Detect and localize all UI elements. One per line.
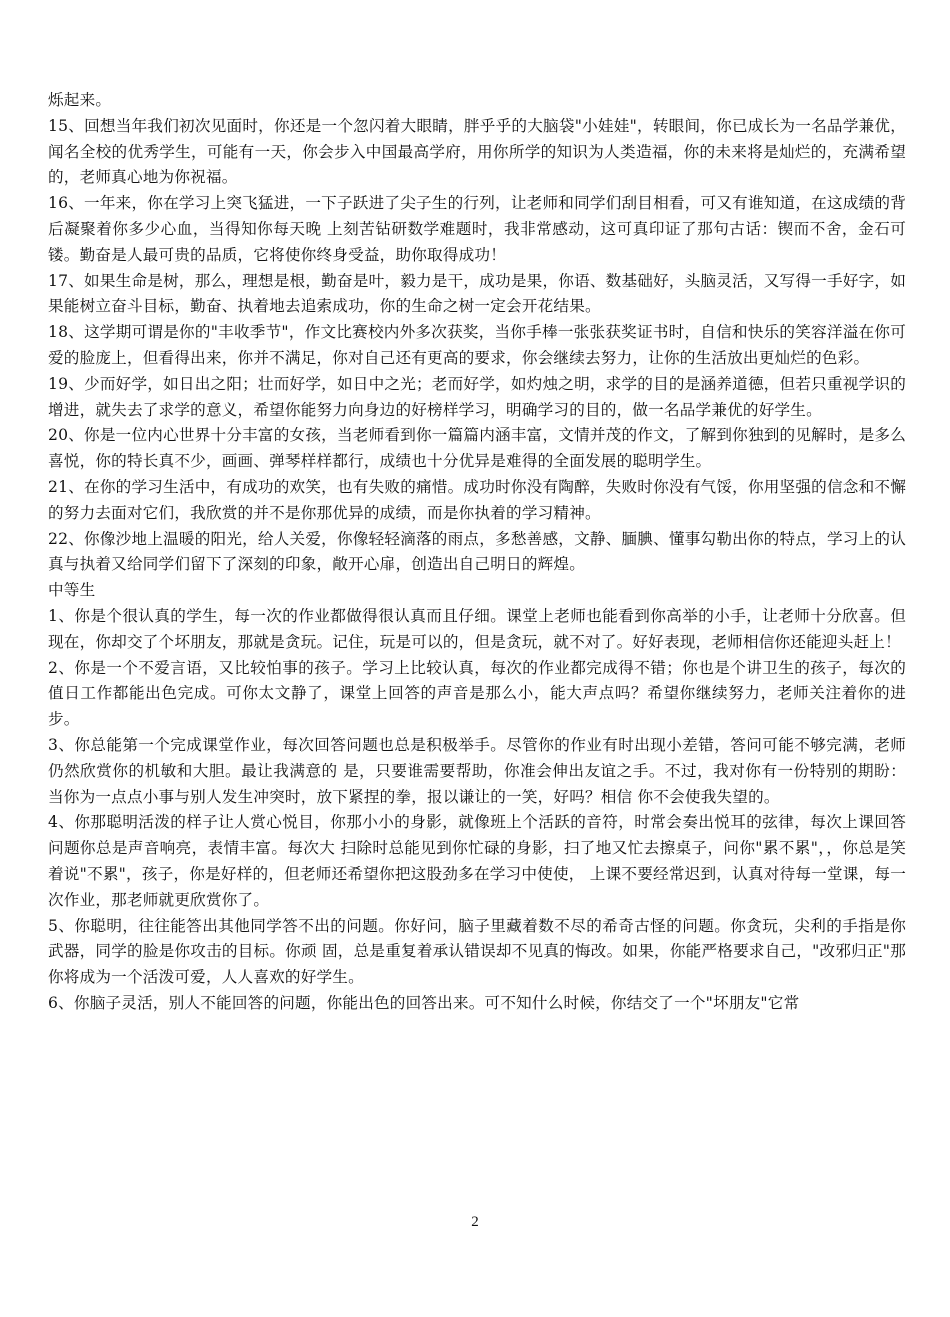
paragraph-m6: 6、你脑子灵活，别人不能回答的问题，你能出色的回答出来。可不知什么时候，你结交了一个"坏朋友"它常 [48, 993, 800, 1012]
paragraph-15: 15、回想当年我们初次见面时，你还是一个忽闪着大眼睛，胖乎乎的大脑袋"小娃娃"，转眼间，你已成长为一名品学兼优，闻名全校的优秀学生，可能有一天，你会步入中国最高学府，用你所学的知识为人类造福，你的未来将是灿烂的，充满希望的，老师真心地为你祝福。 [48, 116, 906, 187]
paragraph-m3: 3、你总能第一个完成课堂作业，每次回答问题也总是积极举手。尽管你的作业有时出现小差错，答问可能不够完满，老师仍然欣赏你的机敏和大胆。最让我满意的 是，只要谁需要帮助，你准会伸出友谊之手。不过，我对你有一份特别的期盼：当你为一点点小事与别人发生冲突时，放下紧捏的拳，报以谦让的一笑，好吗？相信 你不会使我失望的。 [48, 735, 906, 806]
paragraph-21: 21、在你的学习生活中，有成功的欢笑，也有失败的痛惜。成功时你没有陶醉，失败时你没有气馁，你用坚强的信念和不懈的努力去面对它们，我欣赏的并不是你那优异的成绩，而是你执着的学习精神。 [48, 477, 906, 522]
paragraph-continuation: 烁起来。 [48, 91, 112, 109]
paragraph-19: 19、少而好学，如日出之阳；壮而好学，如日中之光；老而好学，如灼烛之明，求学的目的是涵养道德，但若只重视学识的增进，就失去了求学的意义，希望你能努力向身边的好榜样学习，明确学习的目的，做一名品学兼优的好学生。 [48, 374, 906, 419]
paragraph-m1: 1、你是个很认真的学生，每一次的作业都做得很认真而且仔细。课堂上老师也能看到你高举的小手，让老师十分欣喜。但现在，你却交了个坏朋友，那就是贪玩。记住，玩是可以的，但是贪玩，就不对了。好好表现，老师相信你还能迎头赶上！ [48, 606, 906, 651]
document-body [48, 88, 906, 1017]
paragraph-m2: 2、你是一个不爱言语，又比较怕事的孩子。学习上比较认真，每次的作业都完成得不错；你也是个讲卫生的孩子，每次的值日工作都能出色完成。可你太文静了，课堂上回答的声音是那么小，能大声点吗？希望你继续努力，老师关注着你的进步。 [48, 658, 906, 729]
page-number: 2 [471, 1214, 479, 1230]
paragraph-17: 17、如果生命是树，那么，理想是根，勤奋是叶，毅力是干，成功是果，你语、数基础好，头脑灵活，又写得一手好字，如果能树立奋斗目标，勤奋、执着地去追索成功，你的生命之树一定会开花结果。 [48, 271, 906, 316]
paragraph-22: 22、你像沙地上温暖的阳光，给人关爱，你像轻轻滴落的雨点，多愁善感，文静、腼腆、懂事勾勒出你的特点，学习上的认真与执着又给同学们留下了深刻的印象，敞开心扉，创造出自己明日的辉煌。 [48, 529, 906, 574]
paragraph-20: 20、你是一位内心世界十分丰富的女孩，当老师看到你一篇篇内涵丰富，文情并茂的作文，了解到你独到的见解时，是多么喜悦，你的特长真不少，画画、弹琴样样都行，成绩也十分优异是难得的全面发展的聪明学生。 [48, 426, 906, 471]
paragraph-m5: 5、你聪明，往往能答出其他同学答不出的问题。你好问，脑子里藏着数不尽的希奇古怪的问题。你贪玩，尖利的手指是你武器，同学的脸是你攻击的目标。你顽 固，总是重复着承认错误却不见真的悔改。如果，你能严格要求自己，"改邪归正"那你将成为一个活泼可爱，人人喜欢的好学生。 [48, 916, 906, 987]
paragraph-18: 18、这学期可谓是你的"丰收季节"，作文比赛校内外多次获奖，当你手棒一张张获奖证书时，自信和快乐的笑容洋溢在你可爱的脸庞上，但看得出来，你并不满足，你对自己还有更高的要求，你会继续去努力，让你的生活放出更灿烂的色彩。 [48, 323, 906, 367]
paragraph-16: 16、一年来，你在学习上突飞猛进，一下子跃进了尖子生的行列，让老师和同学们刮目相看，可又有谁知道，在这成绩的背后凝聚着你多少心血，当得知你每天晚 上刻苦钻研数学难题时，我非常感动，这可真印证了那句古话：锲而不舍，金石可镂。勤奋是人最可贵的品质，它将使你终身受益，助你取得成功！ [48, 194, 906, 264]
paragraph-m4: 4、你那聪明活泼的样子让人赏心悦目，你那小小的身影，就像班上个活跃的音符，时常会奏出悦耳的弦律，每次上课回答问题你总是声音响亮，表情丰富。每次大 扫除时总能见到你忙碌的身影，扫了地又忙去擦桌子，问你"累不累"，，你总是笑着说"不累"，孩子，你是好样的，但老师还希望你把这股劲多在学习中使使， 上课不要经常迟到，认真对待每一堂课，每一次作业，那老师就更欣赏你了。 [48, 813, 906, 909]
section-heading: 中等生 [48, 581, 96, 600]
